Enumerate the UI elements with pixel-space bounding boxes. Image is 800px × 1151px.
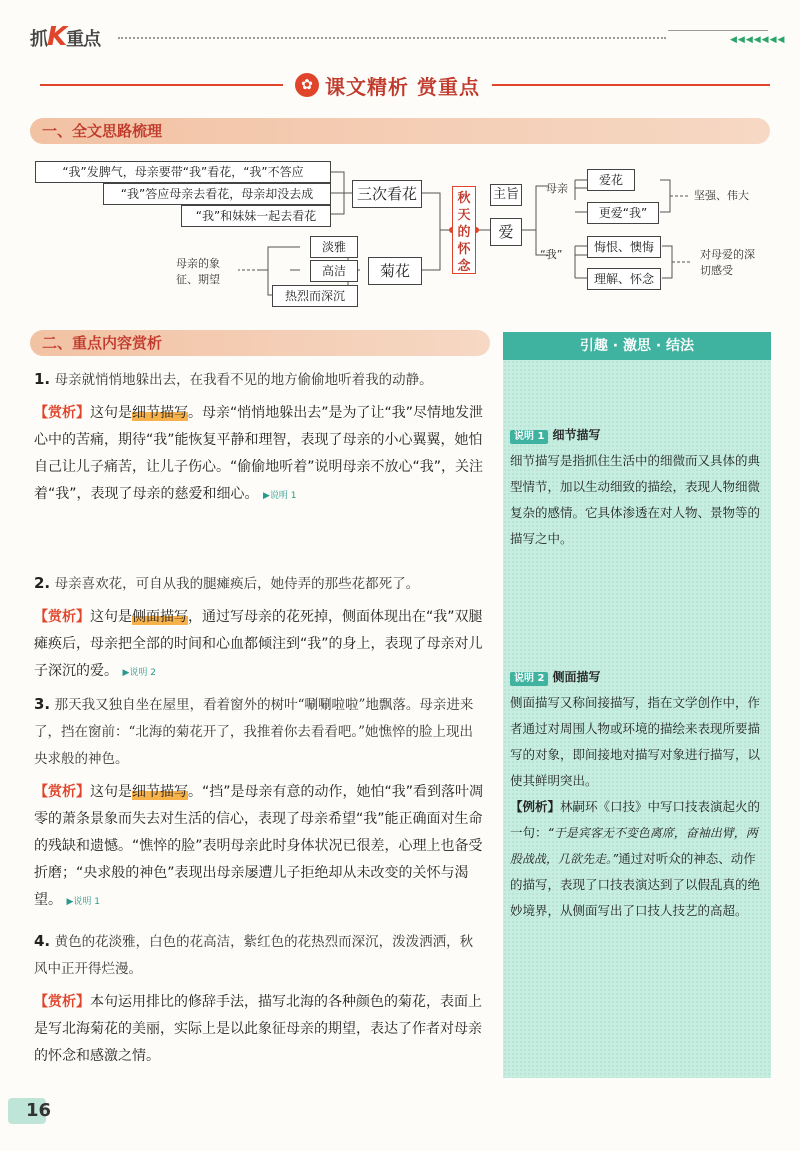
side-note-2-heading — [510, 668, 600, 686]
mindmap-flower-2: 高洁 — [310, 260, 358, 282]
analysis-text: 这句是 — [90, 405, 132, 421]
mindmap-mother-result: 坚强、伟大 — [694, 189, 749, 202]
analysis-text: 这句是 — [90, 784, 132, 800]
mindmap-mother-item-2: 更爱“我” — [587, 202, 659, 224]
example-text: 林嗣环《口技》中写口技表演起火的一句： — [510, 799, 761, 840]
mindmap-center: 秋天的怀念 — [452, 186, 476, 274]
item-number: 2. — [34, 574, 51, 592]
side-note-2-body: 侧面描写又称间接描写，指在文学创作中，作者通过对周围人物或环境的描绘来表现所要描写的对象，即间接地对描写对象进行描写，以使其鲜明突出。 — [510, 695, 761, 788]
mindmap-theme: 主旨 — [490, 184, 522, 206]
mindmap-event-1: “我”发脾气，母亲要带“我”看花，“我”不答应 — [35, 161, 331, 183]
mindmap-mother: 母亲 — [546, 182, 568, 195]
side-panel-title: 引趣 · 激思 · 结法 — [503, 332, 771, 360]
analysis-tag: 【赏析】 — [34, 994, 90, 1010]
item-number: 1. — [34, 370, 51, 388]
brand-logo: 抓K重点 — [30, 22, 101, 52]
mindmap-flower-1: 淡雅 — [310, 236, 358, 258]
mindmap-me-item-2: 理解、怀念 — [587, 268, 661, 290]
example-tag: 【例析】 — [510, 799, 561, 814]
section-header-analysis: 二、重点内容赏析 — [30, 330, 490, 356]
analysis-tag: 【赏析】 — [34, 405, 90, 421]
item-number: 4. — [34, 932, 51, 950]
analysis-item-3 — [34, 691, 486, 916]
side-note-1-body: 细节描写是指抓住生活中的细微而又具体的典型情节，加以生动细致的描绘，表现人物细微复杂的感情。它具体渗透在对人物、景物等的描写之中。 — [510, 453, 761, 546]
analysis-text: 。“挡”是母亲有意的动作，她怕“我”看到落叶凋零的萧条景象而失去对生活的信心，表现了母亲希望“我”能正确面对生命的残缺和遗憾。“憔悴的脸”表明母亲此时身体状况已很差，心理上也备受折磨；“央求般的神色”表现出母亲屡遭儿子拒绝却从未改变的关怀与渴望。 — [34, 784, 484, 908]
mindmap-event-2: “我”答应母亲去看花，母亲却没去成 — [103, 183, 331, 205]
mindmap-symbol-note: 母亲的象征、期望 — [176, 257, 220, 286]
analysis-text: 本句运用排比的修辞手法，描写北海的各种颜色的菊花，表面上是写北海菊花的美丽，实际上是以此象征母亲的期望，表达了作者对母亲的怀念和感激之情。 — [34, 994, 482, 1064]
mindmap-me-result: 对母爱的深切感受 — [700, 248, 755, 277]
side-note-1-heading — [510, 426, 600, 444]
mindmap-flower-3: 热烈而深沉 — [272, 285, 358, 307]
side-example — [510, 794, 766, 924]
note-badge: 说明 1 — [510, 430, 548, 444]
highlight: 细节描写 — [132, 784, 188, 800]
mindmap-me: “我” — [540, 248, 563, 261]
analysis-tag: 【赏析】 — [34, 784, 90, 800]
header-arrows-icon: ◀◀◀◀◀◀◀ — [730, 35, 786, 45]
highlight: 细节描写 — [132, 405, 188, 421]
mindmap-mother-item-1: 爱花 — [587, 169, 635, 191]
mindmap-chrysanthemum: 菊花 — [368, 257, 422, 285]
note-ref-link[interactable]: ▶说明 2 — [122, 668, 156, 678]
item-quote: 黄色的花淡雅，白色的花高洁，紫红色的花热烈而深沉，泼泼洒洒，秋风中正开得烂漫。 — [34, 934, 474, 977]
note-ref-link[interactable]: ▶说明 1 — [262, 491, 297, 501]
note-ref-link[interactable]: ▶说明 1 — [66, 897, 100, 907]
note-heading-text: 侧面描写 — [552, 670, 601, 684]
item-quote: 那天我又独自坐在屋里，看着窗外的树叶“唰唰啦啦”地飘落。母亲进来了，挡在窗前：“北海的菊花开了，我推着你去看看吧。”她憔悴的脸上现出央求般的神色。 — [34, 697, 474, 767]
analysis-tag: 【赏析】 — [34, 609, 90, 625]
item-quote: 母亲喜欢花，可自从我的腿瘫痪后，她侍弄的那些花都死了。 — [54, 576, 420, 592]
example-quote: “于是宾客无不变色离席，奋袖出臂，两股战战，几欲先走。” — [510, 826, 758, 866]
note-heading-text: 细节描写 — [552, 428, 601, 442]
mindmap-event-3: “我”和妹妹一起去看花 — [181, 205, 331, 227]
item-quote: 母亲就悄悄地躲出去，在我看不见的地方偷偷地听着我的动静。 — [54, 372, 433, 388]
section-header-outline: 一、全文思路梳理 — [30, 118, 770, 144]
highlight: 侧面描写 — [132, 609, 188, 625]
analysis-text: ，通过写母亲的花死掉，侧面体现出在“我”双腿瘫痪后，母亲把全部的时间和心血都倾注到“我”的身上，表现了母亲对儿子深沉的爱。 — [34, 609, 483, 679]
note-badge: 说明 2 — [510, 672, 548, 686]
example-text: 通过对听众的神态、动作的描写，表现了口技表演达到了以假乱真的绝妙境界，从侧面写出了口技人技艺的高超。 — [510, 851, 761, 918]
mindmap-me-item-1: 悔恨、懊悔 — [587, 236, 661, 258]
analysis-item-1 — [34, 366, 486, 510]
analysis-text: 这句是 — [90, 609, 132, 625]
mindmap-three-times: 三次看花 — [352, 180, 422, 208]
analysis-item-2 — [34, 570, 486, 687]
item-number: 3. — [34, 695, 51, 713]
main-title-text: 课文精析 赏重点 — [325, 74, 480, 99]
swirl-icon: ✿ — [295, 73, 319, 97]
analysis-text: 。母亲“悄悄地躲出去”是为了让“我”尽情地发泄心中的苦痛，期待“我”能恢复平静和理智，表现了母亲的小心翼翼，她怕自己让儿子痛苦，让儿子伤心。“偷偷地听着”说明母亲不放心“我”，关注着“我”，表现了母亲的慈爱和细心。 — [34, 405, 484, 502]
page-number: 16 — [26, 1100, 52, 1121]
mindmap-love: 爱 — [490, 218, 522, 246]
analysis-item-4 — [34, 928, 486, 1070]
